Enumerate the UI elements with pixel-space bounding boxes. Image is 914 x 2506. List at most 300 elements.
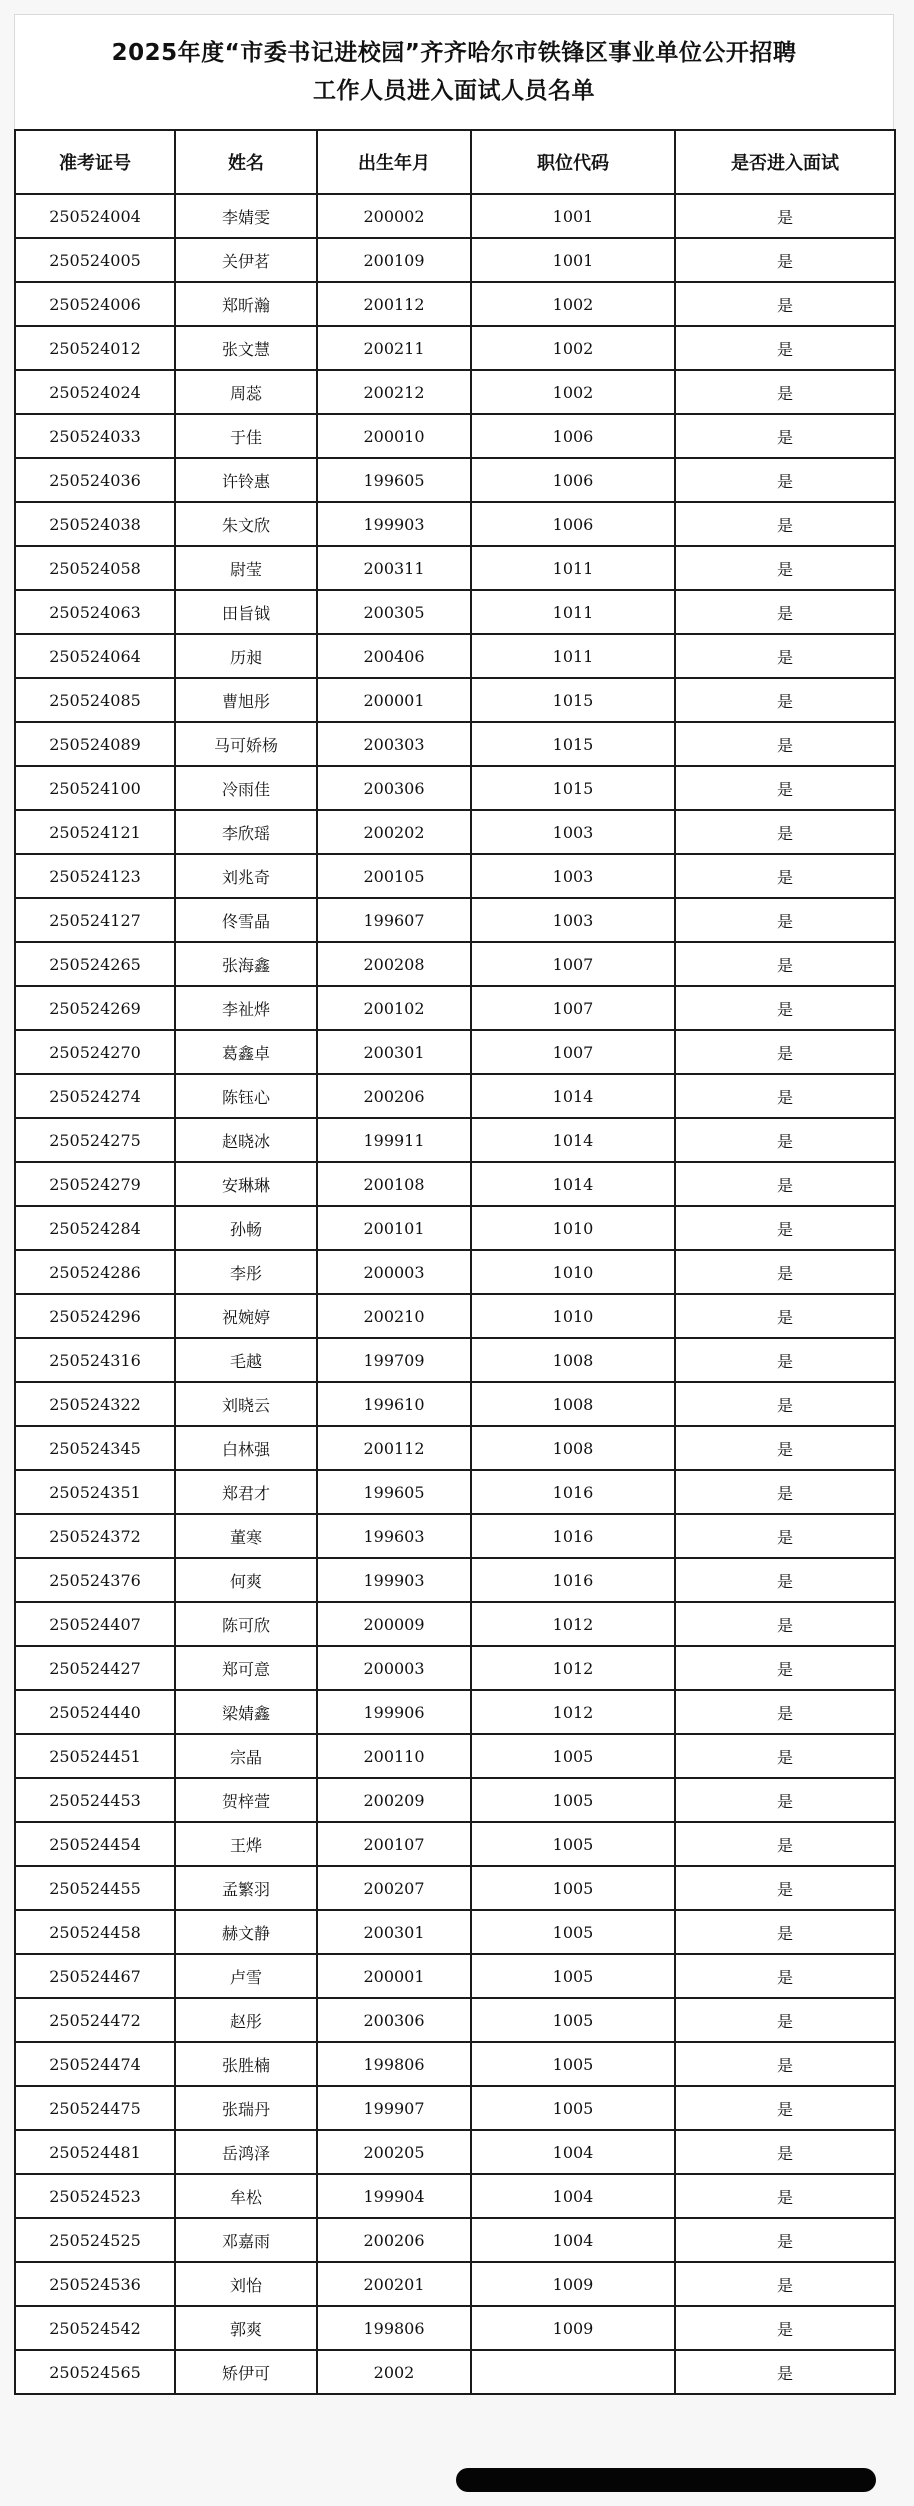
cell-position-code: 1009 <box>471 2262 675 2306</box>
cell-birth-month: 200001 <box>317 1954 471 1998</box>
cell-name: 何爽 <box>175 1558 317 1602</box>
cell-interview-status: 是 <box>675 1998 895 2042</box>
cell-interview-status: 是 <box>675 1514 895 1558</box>
cell-exam-id: 250524345 <box>15 1426 175 1470</box>
document-title <box>14 14 894 129</box>
cell-exam-id: 250524064 <box>15 634 175 678</box>
cell-exam-id: 250524296 <box>15 1294 175 1338</box>
table-row <box>15 1470 895 1514</box>
cell-position-code: 1005 <box>471 1998 675 2042</box>
cell-position-code: 1006 <box>471 458 675 502</box>
header-interview-status: 是否进入面试 <box>675 130 895 194</box>
cell-name: 曹旭彤 <box>175 678 317 722</box>
cell-position-code: 1005 <box>471 1778 675 1822</box>
cell-birth-month: 200212 <box>317 370 471 414</box>
cell-position-code: 1004 <box>471 2130 675 2174</box>
cell-birth-month: 200311 <box>317 546 471 590</box>
cell-birth-month: 200009 <box>317 1602 471 1646</box>
cell-position-code: 1012 <box>471 1602 675 1646</box>
cell-name: 郭爽 <box>175 2306 317 2350</box>
table-row <box>15 414 895 458</box>
cell-name: 赵晓冰 <box>175 1118 317 1162</box>
cell-name: 尉莹 <box>175 546 317 590</box>
cell-birth-month: 200301 <box>317 1910 471 1954</box>
cell-birth-month: 200105 <box>317 854 471 898</box>
cell-position-code: 1006 <box>471 502 675 546</box>
table-row <box>15 1998 895 2042</box>
cell-exam-id: 250524123 <box>15 854 175 898</box>
cell-interview-status: 是 <box>675 1294 895 1338</box>
cell-interview-status: 是 <box>675 2174 895 2218</box>
cell-exam-id: 250524286 <box>15 1250 175 1294</box>
cell-exam-id: 250524453 <box>15 1778 175 1822</box>
cell-interview-status: 是 <box>675 854 895 898</box>
cell-exam-id: 250524455 <box>15 1866 175 1910</box>
cell-birth-month: 2002 <box>317 2350 471 2394</box>
cell-name: 贺梓萱 <box>175 1778 317 1822</box>
cell-name: 李婧雯 <box>175 194 317 238</box>
cell-position-code: 1005 <box>471 2042 675 2086</box>
cell-birth-month: 200306 <box>317 1998 471 2042</box>
cell-name: 梁婧鑫 <box>175 1690 317 1734</box>
document-sheet <box>14 14 894 2395</box>
table-row <box>15 238 895 282</box>
cell-interview-status: 是 <box>675 1426 895 1470</box>
cell-exam-id: 250524275 <box>15 1118 175 1162</box>
cell-birth-month: 199911 <box>317 1118 471 1162</box>
table-row <box>15 854 895 898</box>
table-row <box>15 634 895 678</box>
header-name: 姓名 <box>175 130 317 194</box>
table-row <box>15 1338 895 1382</box>
cell-interview-status: 是 <box>675 1074 895 1118</box>
cell-name: 朱文欣 <box>175 502 317 546</box>
table-row <box>15 2350 895 2394</box>
table-row <box>15 1074 895 1118</box>
cell-interview-status: 是 <box>675 590 895 634</box>
cell-interview-status: 是 <box>675 1602 895 1646</box>
cell-birth-month: 200206 <box>317 1074 471 1118</box>
cell-birth-month: 199806 <box>317 2306 471 2350</box>
cell-position-code: 1003 <box>471 810 675 854</box>
cell-birth-month: 200305 <box>317 590 471 634</box>
cell-exam-id: 250524038 <box>15 502 175 546</box>
cell-name: 葛鑫卓 <box>175 1030 317 1074</box>
cell-position-code: 1012 <box>471 1646 675 1690</box>
cell-position-code: 1008 <box>471 1382 675 1426</box>
table-row <box>15 1690 895 1734</box>
table-row <box>15 1778 895 1822</box>
cell-exam-id: 250524012 <box>15 326 175 370</box>
cell-birth-month: 200306 <box>317 766 471 810</box>
cell-position-code: 1015 <box>471 678 675 722</box>
cell-name: 张海鑫 <box>175 942 317 986</box>
cell-exam-id: 250524063 <box>15 590 175 634</box>
cell-exam-id: 250524004 <box>15 194 175 238</box>
cell-position-code: 1016 <box>471 1558 675 1602</box>
table-row <box>15 1426 895 1470</box>
cell-name: 卢雪 <box>175 1954 317 1998</box>
cell-position-code: 1008 <box>471 1426 675 1470</box>
cell-interview-status: 是 <box>675 282 895 326</box>
cell-exam-id: 250524316 <box>15 1338 175 1382</box>
cell-name: 邓嘉雨 <box>175 2218 317 2262</box>
cell-name: 白林强 <box>175 1426 317 1470</box>
cell-position-code: 1005 <box>471 2086 675 2130</box>
cell-position-code: 1002 <box>471 370 675 414</box>
cell-name: 张瑞丹 <box>175 2086 317 2130</box>
cell-exam-id: 250524523 <box>15 2174 175 2218</box>
cell-position-code: 1015 <box>471 766 675 810</box>
cell-interview-status: 是 <box>675 414 895 458</box>
cell-birth-month: 199806 <box>317 2042 471 2086</box>
cell-name: 田旨钺 <box>175 590 317 634</box>
cell-interview-status: 是 <box>675 810 895 854</box>
cell-position-code: 1008 <box>471 1338 675 1382</box>
cell-interview-status: 是 <box>675 1910 895 1954</box>
interview-list-table <box>14 129 896 2395</box>
cell-position-code: 1005 <box>471 1866 675 1910</box>
cell-exam-id: 250524472 <box>15 1998 175 2042</box>
title-line-1: 2025年度“市委书记进校园”齐齐哈尔市铁锋区事业单位公开招聘 <box>111 40 797 66</box>
cell-interview-status: 是 <box>675 898 895 942</box>
cell-position-code: 1007 <box>471 1030 675 1074</box>
table-row <box>15 942 895 986</box>
cell-name: 郑君才 <box>175 1470 317 1514</box>
cell-position-code <box>471 2350 675 2394</box>
cell-interview-status: 是 <box>675 326 895 370</box>
cell-birth-month: 200210 <box>317 1294 471 1338</box>
cell-name: 郑可意 <box>175 1646 317 1690</box>
cell-name: 冷雨佳 <box>175 766 317 810</box>
cell-birth-month: 200107 <box>317 1822 471 1866</box>
cell-name: 刘兆奇 <box>175 854 317 898</box>
cell-interview-status: 是 <box>675 238 895 282</box>
table-row <box>15 2086 895 2130</box>
cell-name: 郑昕瀚 <box>175 282 317 326</box>
cell-birth-month: 200303 <box>317 722 471 766</box>
cell-name: 赵彤 <box>175 1998 317 2042</box>
cell-birth-month: 200206 <box>317 2218 471 2262</box>
cell-birth-month: 200205 <box>317 2130 471 2174</box>
cell-exam-id: 250524454 <box>15 1822 175 1866</box>
cell-exam-id: 250524427 <box>15 1646 175 1690</box>
cell-birth-month: 200209 <box>317 1778 471 1822</box>
cell-birth-month: 200202 <box>317 810 471 854</box>
cell-interview-status: 是 <box>675 2306 895 2350</box>
table-row <box>15 2130 895 2174</box>
table-row <box>15 2306 895 2350</box>
cell-exam-id: 250524284 <box>15 1206 175 1250</box>
cell-interview-status: 是 <box>675 1118 895 1162</box>
cell-position-code: 1004 <box>471 2174 675 2218</box>
cell-name: 关伊茗 <box>175 238 317 282</box>
table-row <box>15 1602 895 1646</box>
cell-birth-month: 200102 <box>317 986 471 1030</box>
cell-birth-month: 200110 <box>317 1734 471 1778</box>
cell-name: 刘怡 <box>175 2262 317 2306</box>
cell-position-code: 1002 <box>471 326 675 370</box>
cell-position-code: 1014 <box>471 1074 675 1118</box>
cell-interview-status: 是 <box>675 1866 895 1910</box>
cell-interview-status: 是 <box>675 370 895 414</box>
cell-name: 佟雪晶 <box>175 898 317 942</box>
cell-birth-month: 200108 <box>317 1162 471 1206</box>
cell-position-code: 1006 <box>471 414 675 458</box>
cell-interview-status: 是 <box>675 194 895 238</box>
cell-birth-month: 200003 <box>317 1646 471 1690</box>
header-exam-id: 准考证号 <box>15 130 175 194</box>
cell-exam-id: 250524536 <box>15 2262 175 2306</box>
cell-position-code: 1010 <box>471 1206 675 1250</box>
cell-interview-status: 是 <box>675 2218 895 2262</box>
cell-name: 李祉烨 <box>175 986 317 1030</box>
cell-exam-id: 250524085 <box>15 678 175 722</box>
cell-interview-status: 是 <box>675 2042 895 2086</box>
table-row <box>15 766 895 810</box>
table-row <box>15 502 895 546</box>
cell-interview-status: 是 <box>675 1778 895 1822</box>
cell-interview-status: 是 <box>675 1250 895 1294</box>
cell-position-code: 1002 <box>471 282 675 326</box>
table-row <box>15 810 895 854</box>
table-row <box>15 1250 895 1294</box>
cell-birth-month: 200208 <box>317 942 471 986</box>
cell-exam-id: 250524270 <box>15 1030 175 1074</box>
cell-name: 毛越 <box>175 1338 317 1382</box>
cell-position-code: 1014 <box>471 1118 675 1162</box>
cell-interview-status: 是 <box>675 2130 895 2174</box>
cell-birth-month: 199610 <box>317 1382 471 1426</box>
cell-interview-status: 是 <box>675 458 895 502</box>
cell-interview-status: 是 <box>675 1558 895 1602</box>
cell-exam-id: 250524322 <box>15 1382 175 1426</box>
cell-exam-id: 250524475 <box>15 2086 175 2130</box>
table-row <box>15 282 895 326</box>
cell-exam-id: 250524006 <box>15 282 175 326</box>
cell-exam-id: 250524024 <box>15 370 175 414</box>
cell-name: 于佳 <box>175 414 317 458</box>
cell-position-code: 1015 <box>471 722 675 766</box>
cell-exam-id: 250524058 <box>15 546 175 590</box>
cell-exam-id: 250524458 <box>15 1910 175 1954</box>
cell-interview-status: 是 <box>675 766 895 810</box>
table-row <box>15 1030 895 1074</box>
cell-position-code: 1012 <box>471 1690 675 1734</box>
cell-exam-id: 250524121 <box>15 810 175 854</box>
cell-position-code: 1003 <box>471 898 675 942</box>
cell-position-code: 1001 <box>471 238 675 282</box>
cell-position-code: 1005 <box>471 1954 675 1998</box>
table-row <box>15 1910 895 1954</box>
cell-exam-id: 250524372 <box>15 1514 175 1558</box>
cell-name: 马可娇杨 <box>175 722 317 766</box>
cell-birth-month: 200101 <box>317 1206 471 1250</box>
cell-name: 张胜楠 <box>175 2042 317 2086</box>
cell-name: 李欣瑶 <box>175 810 317 854</box>
cell-birth-month: 199904 <box>317 2174 471 2218</box>
cell-birth-month: 199903 <box>317 502 471 546</box>
cell-name: 孟繁羽 <box>175 1866 317 1910</box>
cell-interview-status: 是 <box>675 1734 895 1778</box>
cell-position-code: 1011 <box>471 546 675 590</box>
cell-birth-month: 200002 <box>317 194 471 238</box>
cell-exam-id: 250524407 <box>15 1602 175 1646</box>
cell-exam-id: 250524525 <box>15 2218 175 2262</box>
cell-name: 王烨 <box>175 1822 317 1866</box>
cell-name: 陈钰心 <box>175 1074 317 1118</box>
cell-interview-status: 是 <box>675 2350 895 2394</box>
cell-position-code: 1005 <box>471 1734 675 1778</box>
cell-position-code: 1005 <box>471 1822 675 1866</box>
cell-interview-status: 是 <box>675 1162 895 1206</box>
cell-interview-status: 是 <box>675 1030 895 1074</box>
cell-birth-month: 200112 <box>317 1426 471 1470</box>
cell-birth-month: 199605 <box>317 458 471 502</box>
cell-position-code: 1001 <box>471 194 675 238</box>
cell-name: 赫文静 <box>175 1910 317 1954</box>
cell-exam-id: 250524127 <box>15 898 175 942</box>
cell-interview-status: 是 <box>675 722 895 766</box>
cell-exam-id: 250524351 <box>15 1470 175 1514</box>
cell-name: 许铃惠 <box>175 458 317 502</box>
cell-exam-id: 250524542 <box>15 2306 175 2350</box>
table-row <box>15 678 895 722</box>
cell-interview-status: 是 <box>675 1206 895 1250</box>
table-header-row <box>15 130 895 194</box>
table-row <box>15 326 895 370</box>
cell-interview-status: 是 <box>675 1690 895 1734</box>
cell-name: 祝婉婷 <box>175 1294 317 1338</box>
cell-position-code: 1005 <box>471 1910 675 1954</box>
cell-birth-month: 199603 <box>317 1514 471 1558</box>
cell-name: 牟松 <box>175 2174 317 2218</box>
table-row <box>15 1118 895 1162</box>
cell-birth-month: 200211 <box>317 326 471 370</box>
cell-exam-id: 250524274 <box>15 1074 175 1118</box>
cell-position-code: 1010 <box>471 1250 675 1294</box>
cell-exam-id: 250524036 <box>15 458 175 502</box>
cell-exam-id: 250524481 <box>15 2130 175 2174</box>
cell-exam-id: 250524033 <box>15 414 175 458</box>
cell-birth-month: 199906 <box>317 1690 471 1734</box>
cell-exam-id: 250524100 <box>15 766 175 810</box>
table-row <box>15 2042 895 2086</box>
cell-name: 孙畅 <box>175 1206 317 1250</box>
cell-position-code: 1003 <box>471 854 675 898</box>
cell-interview-status: 是 <box>675 502 895 546</box>
cell-birth-month: 199907 <box>317 2086 471 2130</box>
table-row <box>15 1866 895 1910</box>
cell-interview-status: 是 <box>675 1382 895 1426</box>
table-body <box>15 194 895 2394</box>
cell-interview-status: 是 <box>675 678 895 722</box>
cell-position-code: 1007 <box>471 986 675 1030</box>
cell-birth-month: 199903 <box>317 1558 471 1602</box>
cell-name: 张文慧 <box>175 326 317 370</box>
table-row <box>15 1734 895 1778</box>
table-row <box>15 1206 895 1250</box>
table-row <box>15 458 895 502</box>
cell-exam-id: 250524467 <box>15 1954 175 1998</box>
cell-exam-id: 250524376 <box>15 1558 175 1602</box>
cell-exam-id: 250524089 <box>15 722 175 766</box>
cell-birth-month: 199607 <box>317 898 471 942</box>
cell-birth-month: 200003 <box>317 1250 471 1294</box>
cell-name: 矫伊可 <box>175 2350 317 2394</box>
cell-position-code: 1010 <box>471 1294 675 1338</box>
cell-interview-status: 是 <box>675 1822 895 1866</box>
cell-name: 刘晓云 <box>175 1382 317 1426</box>
cell-position-code: 1016 <box>471 1470 675 1514</box>
cell-interview-status: 是 <box>675 1954 895 1998</box>
cell-name: 李彤 <box>175 1250 317 1294</box>
cell-interview-status: 是 <box>675 1470 895 1514</box>
cell-birth-month: 200201 <box>317 2262 471 2306</box>
table-row <box>15 1514 895 1558</box>
cell-name: 安琳琳 <box>175 1162 317 1206</box>
cell-birth-month: 200001 <box>317 678 471 722</box>
cell-interview-status: 是 <box>675 2086 895 2130</box>
cell-exam-id: 250524265 <box>15 942 175 986</box>
cell-birth-month: 200112 <box>317 282 471 326</box>
cell-position-code: 1011 <box>471 590 675 634</box>
cell-birth-month: 200207 <box>317 1866 471 1910</box>
cell-interview-status: 是 <box>675 634 895 678</box>
cell-birth-month: 200406 <box>317 634 471 678</box>
cell-position-code: 1007 <box>471 942 675 986</box>
cell-interview-status: 是 <box>675 546 895 590</box>
table-row <box>15 194 895 238</box>
cell-interview-status: 是 <box>675 942 895 986</box>
cell-interview-status: 是 <box>675 986 895 1030</box>
table-row <box>15 2174 895 2218</box>
cell-birth-month: 199709 <box>317 1338 471 1382</box>
table-row <box>15 370 895 414</box>
table-row <box>15 546 895 590</box>
cell-interview-status: 是 <box>675 1646 895 1690</box>
cell-position-code: 1011 <box>471 634 675 678</box>
cell-interview-status: 是 <box>675 2262 895 2306</box>
cell-exam-id: 250524451 <box>15 1734 175 1778</box>
table-row <box>15 2218 895 2262</box>
cell-exam-id: 250524474 <box>15 2042 175 2086</box>
cell-exam-id: 250524269 <box>15 986 175 1030</box>
cell-position-code: 1014 <box>471 1162 675 1206</box>
cell-name: 宗晶 <box>175 1734 317 1778</box>
cell-position-code: 1004 <box>471 2218 675 2262</box>
table-row <box>15 1294 895 1338</box>
cell-exam-id: 250524565 <box>15 2350 175 2394</box>
redaction-bar <box>456 2468 876 2492</box>
table-row <box>15 1954 895 1998</box>
table-row <box>15 1822 895 1866</box>
table-row <box>15 1558 895 1602</box>
header-birth-month: 出生年月 <box>317 130 471 194</box>
table-row <box>15 986 895 1030</box>
cell-position-code: 1009 <box>471 2306 675 2350</box>
cell-birth-month: 200301 <box>317 1030 471 1074</box>
cell-name: 陈可欣 <box>175 1602 317 1646</box>
cell-birth-month: 200010 <box>317 414 471 458</box>
cell-birth-month: 200109 <box>317 238 471 282</box>
cell-interview-status: 是 <box>675 1338 895 1382</box>
cell-name: 历昶 <box>175 634 317 678</box>
cell-exam-id: 250524279 <box>15 1162 175 1206</box>
table-row <box>15 1162 895 1206</box>
table-row <box>15 1382 895 1426</box>
cell-exam-id: 250524440 <box>15 1690 175 1734</box>
